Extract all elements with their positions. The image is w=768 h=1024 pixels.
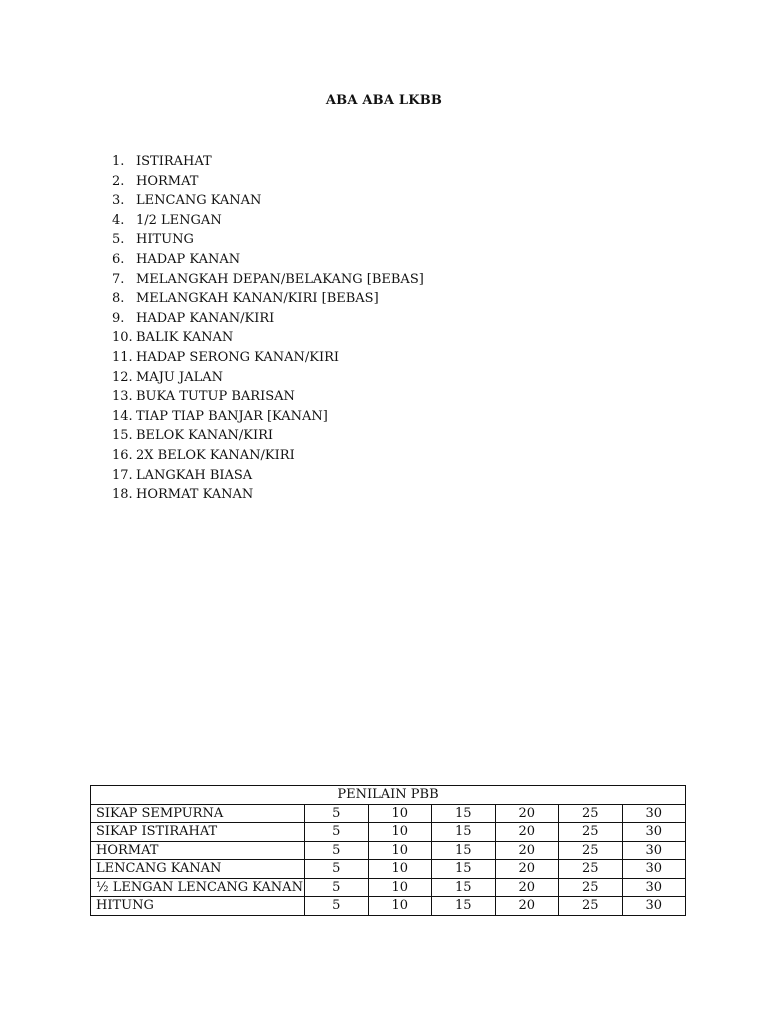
score-cell: 25 (559, 897, 623, 916)
list-item (112, 309, 424, 329)
score-cell: 20 (495, 878, 559, 897)
score-cell: 15 (432, 804, 496, 823)
score-cell: 10 (368, 897, 432, 916)
list-item-text: 1/2 LENGAN (136, 212, 222, 228)
list-item-text: BALIK KANAN (136, 330, 234, 346)
list-item (112, 407, 424, 427)
score-cell: 20 (495, 823, 559, 842)
score-cell: 15 (432, 860, 496, 879)
list-item-number: 1. (112, 154, 125, 169)
list-item (112, 230, 424, 250)
list-item-text: HORMAT KANAN (136, 487, 254, 503)
list-item (112, 426, 424, 446)
list-item-text: ISTIRAHAT (136, 154, 212, 169)
score-cell: 20 (495, 804, 559, 823)
list-item (112, 466, 424, 486)
score-cell: 5 (305, 878, 369, 897)
score-cell: 30 (622, 878, 686, 897)
list-item-number: 2. (112, 173, 125, 189)
list-item-number: 9. (112, 310, 125, 326)
row-label: ½ LENGAN LENCANG KANAN (91, 878, 305, 897)
score-cell: 15 (432, 841, 496, 860)
list-item-text: LENCANG KANAN (136, 193, 262, 209)
list-item-number: 10. (112, 330, 133, 346)
row-label: LENCANG KANAN (91, 860, 305, 879)
list-item-text: MELANGKAH DEPAN/BELAKANG [BEBAS] (136, 271, 424, 287)
list-item (112, 348, 424, 368)
list-item-number: 3. (112, 193, 125, 209)
list-item-text: HADAP SERONG KANAN/KIRI (136, 349, 340, 365)
list-item-number: 11. (112, 349, 133, 365)
score-cell: 30 (622, 823, 686, 842)
score-cell: 25 (559, 823, 623, 842)
score-cell: 10 (368, 878, 432, 897)
list-item (112, 328, 424, 348)
score-cell: 10 (368, 841, 432, 860)
list-item (112, 485, 424, 505)
score-cell: 30 (622, 860, 686, 879)
list-item-number: 6. (112, 251, 125, 267)
list-item-number: 16. (112, 447, 133, 463)
row-label: HITUNG (91, 897, 305, 916)
score-cell: 25 (559, 878, 623, 897)
score-cell: 25 (559, 804, 623, 823)
table-row (91, 804, 686, 823)
score-cell: 5 (305, 860, 369, 879)
score-table (90, 785, 686, 916)
score-cell: 20 (495, 841, 559, 860)
score-cell: 10 (368, 860, 432, 879)
score-cell: 15 (432, 878, 496, 897)
score-cell: 20 (495, 897, 559, 916)
score-cell: 5 (305, 804, 369, 823)
list-item (112, 250, 424, 270)
list-item-text: MELANGKAH KANAN/KIRI [BEBAS] (136, 291, 379, 307)
score-cell: 15 (432, 823, 496, 842)
score-cell: 30 (622, 804, 686, 823)
table-header: PENILAIN PBB (91, 786, 686, 805)
list-item-text: HADAP KANAN/KIRI (136, 310, 275, 326)
list-item-number: 13. (112, 389, 133, 405)
score-cell: 5 (305, 897, 369, 916)
list-item (112, 152, 424, 172)
score-cell: 5 (305, 823, 369, 842)
score-cell: 30 (622, 841, 686, 860)
list-item-text: HITUNG (136, 232, 194, 248)
list-item (112, 446, 424, 466)
score-cell: 20 (495, 860, 559, 879)
table-row (91, 823, 686, 842)
list-item (112, 368, 424, 388)
table-row (91, 897, 686, 916)
table-header-row (91, 786, 686, 805)
list-item (112, 289, 424, 309)
score-cell: 5 (305, 841, 369, 860)
list-item-text: BUKA TUTUP BARISAN (136, 389, 295, 405)
page-title: ABA ABA LKBB (325, 93, 443, 108)
list-item (112, 211, 424, 231)
list-item-number: 5. (112, 232, 125, 248)
list-item-number: 15. (112, 428, 133, 444)
list-item-text: HORMAT (136, 173, 199, 189)
score-cell: 25 (559, 841, 623, 860)
table-row (91, 841, 686, 860)
list-item-text: HADAP KANAN (136, 251, 241, 267)
list-item-text: MAJU JALAN (136, 369, 223, 385)
score-cell: 15 (432, 897, 496, 916)
command-list (112, 152, 424, 505)
list-item-text: TIAP TIAP BANJAR [KANAN] (136, 408, 328, 424)
list-item (112, 387, 424, 407)
table-row (91, 860, 686, 879)
list-item-number: 12. (112, 369, 133, 385)
list-item-number: 14. (112, 408, 133, 424)
list-item-text: 2X BELOK KANAN/KIRI (136, 447, 295, 463)
score-cell: 10 (368, 804, 432, 823)
score-cell: 10 (368, 823, 432, 842)
list-item (112, 191, 424, 211)
row-label: SIKAP ISTIRAHAT (91, 823, 305, 842)
row-label: SIKAP SEMPURNA (91, 804, 305, 823)
score-cell: 30 (622, 897, 686, 916)
list-item-text: BELOK KANAN/KIRI (136, 428, 274, 444)
list-item (112, 172, 424, 192)
list-item (112, 270, 424, 290)
row-label: HORMAT (91, 841, 305, 860)
score-cell: 25 (559, 860, 623, 879)
list-item-number: 4. (112, 212, 125, 228)
list-item-number: 8. (112, 291, 125, 307)
list-item-number: 17. (112, 467, 133, 483)
list-item-text: LANGKAH BIASA (136, 467, 253, 483)
list-item-number: 7. (112, 271, 125, 287)
table-row (91, 878, 686, 897)
list-item-number: 18. (112, 487, 133, 503)
